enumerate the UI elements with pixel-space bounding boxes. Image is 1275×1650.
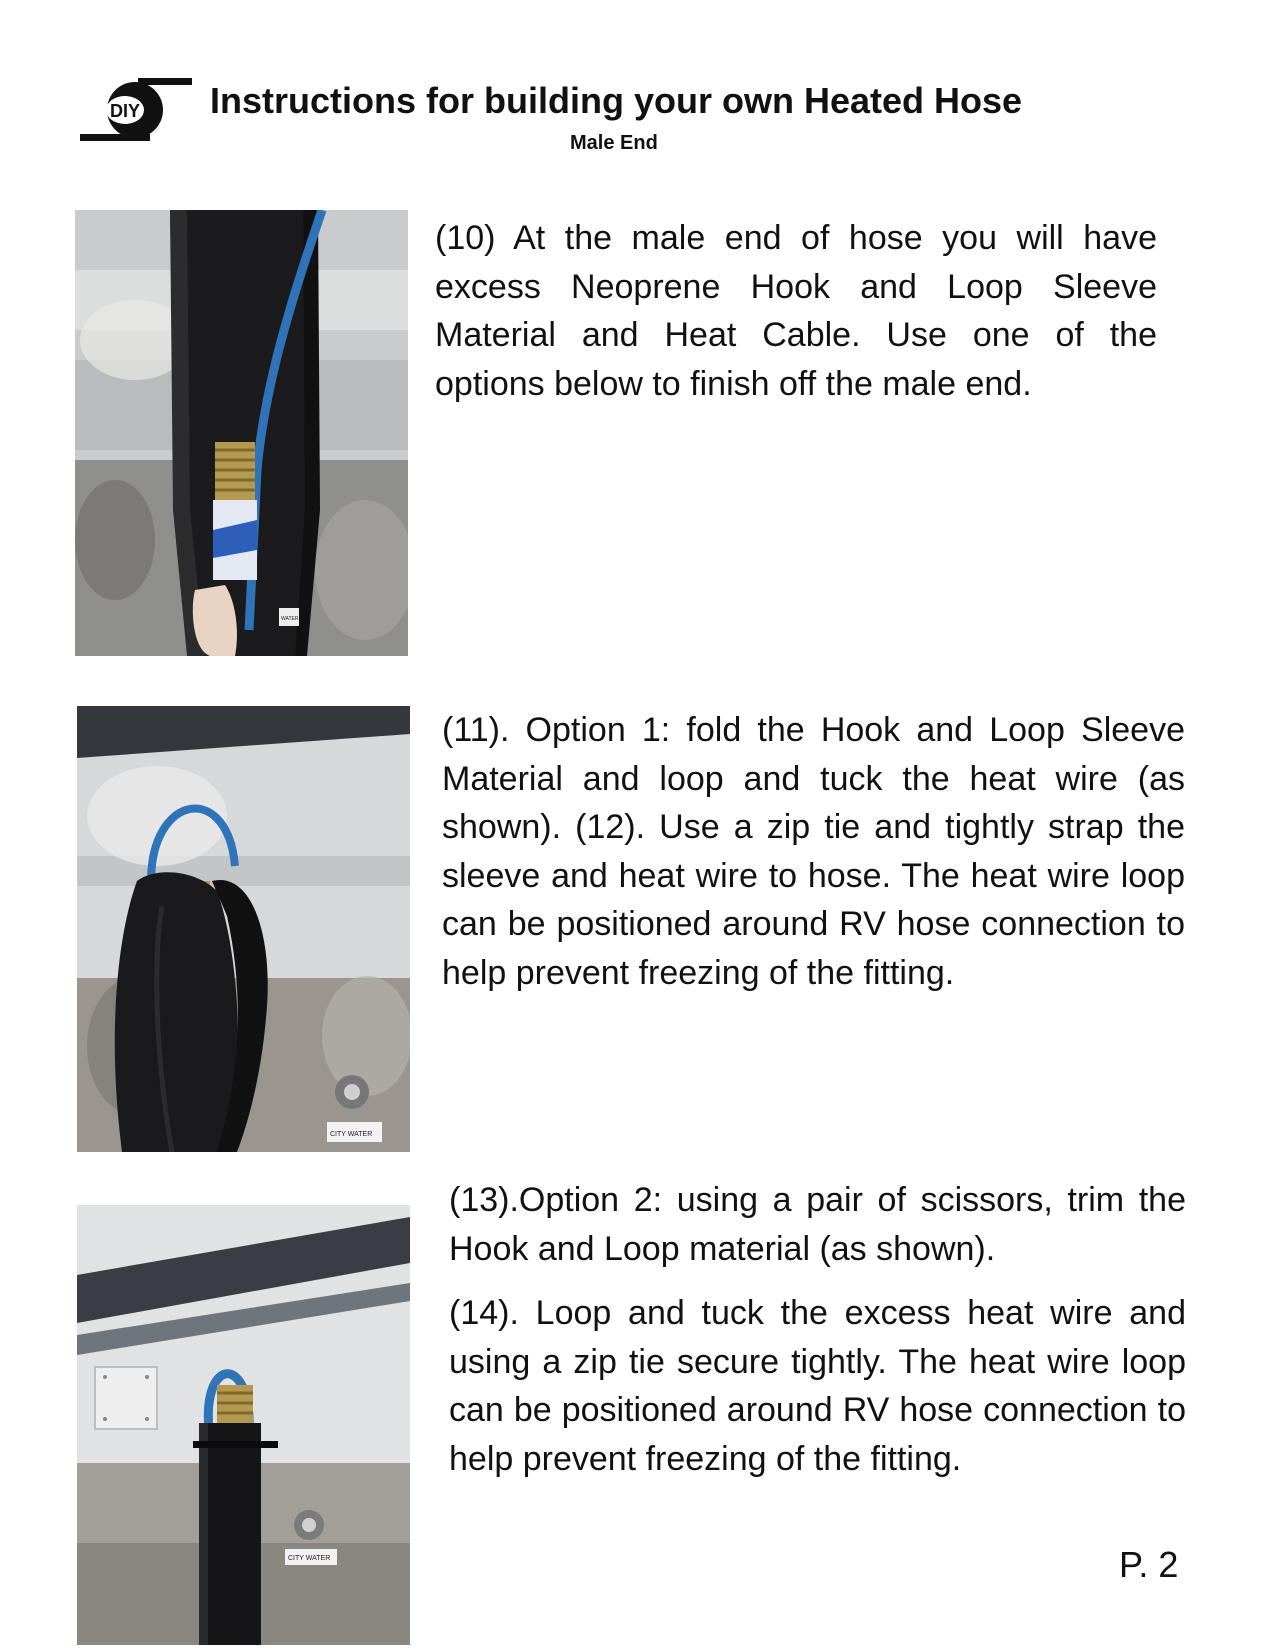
photo-option-2-trimmed <box>77 1205 410 1645</box>
page-title: Instructions for building your own Heated Hose <box>210 80 1023 121</box>
photo-option-1-folded <box>77 706 410 1152</box>
logo-text: DIY <box>109 101 141 121</box>
city-water-label-text: CITY WATER <box>330 1131 373 1138</box>
water-label-text: WATER <box>281 616 299 622</box>
page-subtitle: Male End <box>570 132 658 154</box>
step-11-12-text: (11). Option 1: fold the Hook and Loop Sleeve Material and loop and tuck the heat wire (as shown). (12). Use a zip tie and tightly strap the sleeve and heat wire to hose. The heat wire loop can be positioned around RV hose connection to help prevent freezing of the fitting. <box>442 711 1185 992</box>
photo-sleeve-excess <box>75 210 408 656</box>
step-13-text: (13).Option 2: using a pair of scissors, trim the Hook and Loop material (as shown). <box>449 1181 1186 1268</box>
page-number: P. 2 <box>1119 1544 1179 1585</box>
step-14-text: (14). Loop and tuck the excess heat wire and using a zip tie secure tightly. The heat wire loop can be positioned around RV hose connection to help prevent freezing of the fitting. <box>449 1294 1186 1478</box>
step-10-text: (10) At the male end of hose you will have excess Neoprene Hook and Loop Sleeve Material and Heat Cable. Use one of the options below to finish off the male end. <box>435 219 1157 403</box>
city-water-label-2-text: CITY WATER <box>288 1555 331 1562</box>
diy-logo <box>80 76 195 148</box>
